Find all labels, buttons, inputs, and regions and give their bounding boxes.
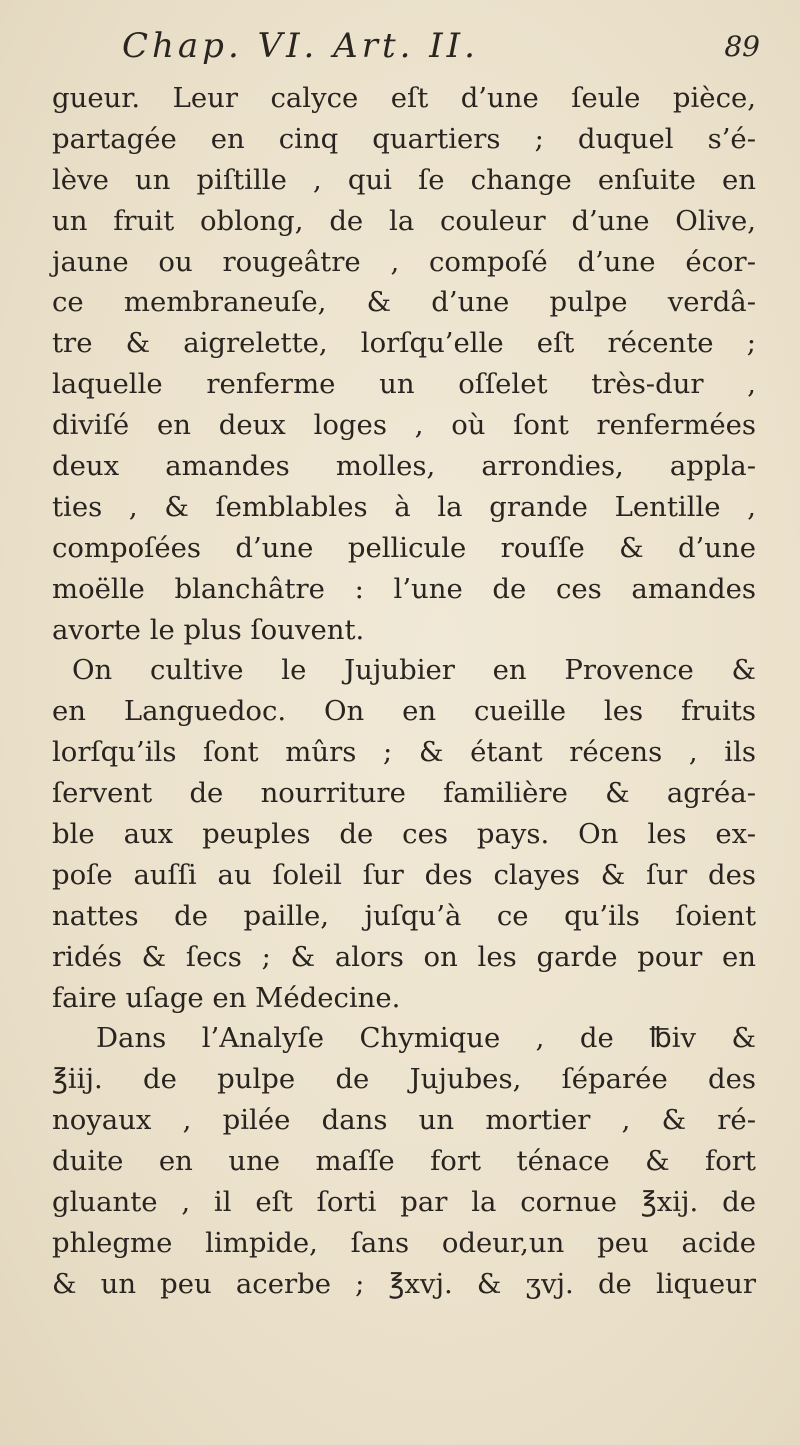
text-line: nattes de paille, juſqu’à ce qu’ils ſoient [52, 899, 756, 932]
text-line: poſe auſſi au ſoleil ſur des clayes & ſur des [52, 858, 756, 891]
text-line: moëlle blanchâtre : l’une de ces amandes [52, 572, 756, 605]
text-line: diviſé en deux loges , où ſont renfermées [52, 409, 756, 442]
text-line: compoſées d’une pellicule rouſſe & d’une [52, 531, 756, 564]
text-line: duite en une maſſe fort ténace & fort [52, 1145, 756, 1178]
running-title: Chap. VI. Art. II. [122, 26, 479, 66]
text-line: ſervent de nourriture familière & agréa- [52, 777, 756, 810]
text-line: partagée en cinq quartiers ; duquel s’é- [52, 122, 756, 155]
text-line: gueur. Leur calyce eſt d’une ſeule pièce, [52, 82, 756, 114]
text-line: lorſqu’ils ſont mûrs ; & étant récens , ils [52, 736, 756, 769]
text-line: jaune ou rougeâtre , compoſé d’une écor- [52, 245, 756, 278]
paragraph-start-line: Dans l’Analyſe Chymique , de ℔iv & [96, 1022, 756, 1055]
text-line: ridés & ſecs ; & alors on les garde pour en [52, 940, 756, 973]
text-line: phlegme limpide, ſans odeur,un peu acide [52, 1226, 756, 1259]
text-line: faire uſage en Médecine. [52, 981, 401, 1014]
text-line: un fruit oblong, de la couleur d’une Olive, [52, 204, 756, 237]
text-line: ties , & ſemblables à la grande Lentille , [52, 490, 756, 523]
text-line: gluante , il eſt ſorti par la cornue ℥xij. de [52, 1186, 756, 1219]
text-line: en Languedoc. On en cueille les fruits [52, 695, 756, 728]
text-line: ℥iij. de pulpe de Jujubes, ſéparée des [52, 1063, 756, 1096]
text-line: deux amandes molles, arrondies, appla- [52, 450, 756, 483]
page-header [60, 18, 760, 78]
body-text [52, 78, 756, 1305]
text-line: lève un piſtille , qui ſe change enſuite en [52, 163, 756, 196]
text-line: ble aux peuples de ces pays. On les ex- [52, 818, 756, 851]
text-line: noyaux , pilée dans un mortier , & ré- [52, 1104, 756, 1137]
text-line: ce membraneuſe, & d’une pulpe verdâ- [52, 286, 756, 319]
text-line: & un peu acerbe ; ℥xvj. & ʒvj. de liqueur [52, 1267, 756, 1300]
text-line: laquelle renferme un oſſelet très-dur , [52, 368, 756, 401]
text-line: tre & aigrelette, lorſqu’elle eſt récente ; [52, 327, 756, 360]
text-line: avorte le plus ſouvent. [52, 613, 365, 646]
paragraph-start-line: On cultive le Jujubier en Provence & [72, 654, 756, 687]
page-number: 89 [724, 30, 760, 63]
